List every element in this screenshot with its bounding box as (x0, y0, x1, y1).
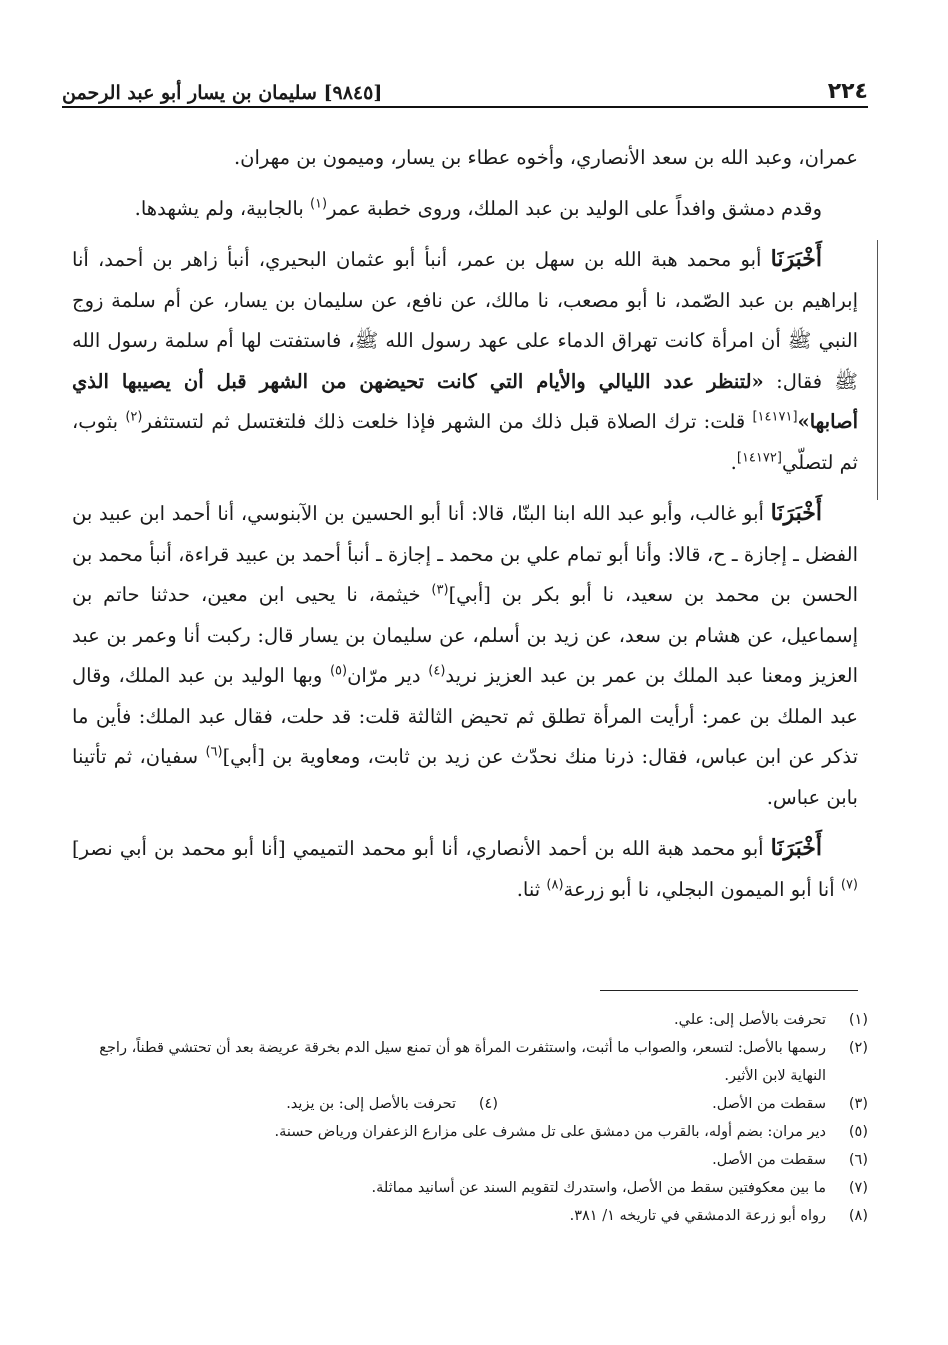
footnote-number: (٨) (848, 1208, 868, 1224)
paragraph-text: أبو محمد هبة الله بن سهل بن عمر، أنبأ أبو عثمان البحيري، أنبأ زاهر بن أحمد، أنا إبراهيم بن عبد الصّمد، نا أبو مصعب، نا مالك، عن نافع، عن سليمان بن يسار، عن أم سلمة زوج النبي ﷺ أن امرأة كانت تهراق الدماء على عهد رسول الله ﷺ، فاستفتت لها أم سلمة رسول الله ﷺ فقال: (72, 248, 858, 393)
footnote-1 (60, 1006, 868, 1034)
paragraph-text: دير مرّان (347, 664, 429, 687)
footnote-ref-1[interactable]: (١) (309, 196, 328, 211)
footnote-5 (60, 1118, 868, 1146)
paragraph-text: وبها الوليد بن عبد الملك، وقال عبد الملك بن عمر: أرأيت المرأة تطلق ثم تحيض الثالثة قلت: قد حلت، فقال عبد الملك: فأين ما تذكر عن ابن عباس، فقال: ذرنا منك نحدّث عن زيد بن ثابت، ومعاوية بن [أبي] (72, 664, 858, 768)
footnote-ref-6[interactable]: (٦) (205, 744, 223, 760)
paragraph-2 (72, 189, 858, 230)
footnotes-section (60, 1006, 868, 1230)
akhbarana-keyword: أَخْبَرَنَا (770, 500, 822, 526)
paragraph-text: أبو غالب، وأبو عبد الله ابنا البنّا، قالا: أنا أبو الحسين بن الآبنوسي، أنا أحمد ابن عبيد بن الفضل ـ إجازة ـ ح، قالا: وأنا أبو تمام علي بن محمد ـ إجازة ـ أنبأ أحمد بن عبيد قراءة، أنبأ محمد بن الحسن بن محمد بن سعيد، نا أبو بكر بن [أبي] (72, 502, 859, 606)
footnote-row-3-4 (60, 1090, 868, 1118)
footnote-2 (60, 1034, 868, 1090)
paragraph-5 (72, 828, 858, 910)
paragraph-text: بثوب، ثم لتصلّي (72, 410, 858, 474)
footnote-number: (٢) (848, 1040, 868, 1056)
paragraph-text: وقدم دمشق وافداً على الوليد بن عبد الملك، وروى خطبة عمر (327, 196, 822, 220)
footnote-ref-4[interactable]: (٤) (428, 663, 446, 679)
footnote-6 (60, 1146, 868, 1174)
footnote-text: ما بين معكوفتين سقط من الأصل، واستدرك لتقويم السند عن أسانيد مماثلة. (371, 1180, 826, 1196)
paragraph-text: سفيان، ثم تأتينا بابن عباس. (72, 745, 858, 809)
paragraph-3 (72, 239, 858, 483)
footnote-number: (٦) (848, 1152, 868, 1168)
footnote-4 (286, 1090, 498, 1118)
margin-line (877, 240, 878, 500)
header-rule (62, 106, 868, 108)
footnote-ref-2[interactable]: (٢) (125, 409, 143, 425)
footnote-text: رواه أبو زرعة الدمشقي في تاريخه ١/ ٣٨١. (569, 1208, 826, 1224)
footnote-number: (٧) (848, 1180, 868, 1196)
footnote-ref-8[interactable]: (٨) (546, 877, 564, 892)
footnote-3 (498, 1090, 868, 1118)
footnote-8 (60, 1202, 868, 1230)
footnote-number: (٣) (848, 1096, 868, 1112)
page-header (62, 68, 868, 104)
footnote-number: (٤) (478, 1096, 498, 1112)
paragraph-text: بالجابية، ولم يشهدها. (134, 196, 310, 220)
footnote-ref-7[interactable]: (٧) (840, 877, 858, 892)
paragraph-text: أبو محمد هبة الله بن أحمد الأنصاري، أنا أبو محمد التميمي [أنا أبو محمد بن أبي نصر] (72, 837, 771, 860)
running-title: [٩٨٤٥] سليمان بن يسار أبو عبد الرحمن (62, 82, 383, 104)
footnote-text: تحرفت بالأصل إلى: علي. (674, 1012, 826, 1028)
paragraph-text: قلت: ترك الصلاة قبل ذلك من الشهر فإذا خلعت ذلك فلتغتسل ثم لتستثفر (142, 410, 753, 433)
akhbarana-keyword: أَخْبَرَنَا (770, 835, 822, 861)
footnote-text: سقطت من الأصل. (712, 1152, 826, 1168)
footnote-text: تحرفت بالأصل إلى: بن يزيد. (286, 1096, 456, 1112)
paragraph-4 (72, 493, 858, 818)
akhbarana-keyword: أَخْبَرَنَا (770, 246, 822, 272)
paragraph-text: خيثمة، نا يحيى ابن معين، حدثنا حاتم بن إسماعيل، عن هشام بن سعد، عن زيد بن أسلم، عن سليمان بن يسار قال: ركبت أنا وعمر بن عبد العزيز ومعنا عبد الملك بن عمر بن عبد العزيز نريد (72, 583, 858, 687)
paragraph-text: أنا أبو الميمون البجلي، نا أبو زرعة (563, 877, 841, 901)
footnote-number: (١) (848, 1012, 868, 1028)
footnote-separator (600, 990, 858, 991)
paragraph-text: . (730, 450, 737, 474)
footnote-text: دير مران: بضم أوله، بالقرب من دمشق على تل مشرف على مزارع الزعفران ورياض حسنة. (274, 1124, 826, 1140)
paragraph-text: ثنا. (516, 877, 547, 901)
footnote-number: (٥) (848, 1124, 868, 1140)
paragraph-text: عمران، وعبد الله بن سعد الأنصاري، وأخوه عطاء بن يسار، وميمون بن مهران. (233, 146, 858, 169)
hadith-number-ref: [١٤١٧٢] (736, 450, 782, 465)
footnote-ref-5[interactable]: (٥) (329, 663, 348, 679)
hadith-number-ref: [١٤١٧١] (752, 409, 798, 425)
paragraph-1 (72, 138, 858, 179)
main-text (72, 138, 858, 910)
footnote-ref-3[interactable]: (٣) (431, 582, 449, 598)
footnote-7 (60, 1174, 868, 1202)
hadith-text: «لتنظر عدد الليالي والأيام التي كانت تحيضهن من الشهر قبل أن يصيبها الذي أصابها» (72, 369, 858, 433)
footnote-text: رسمها بالأصل: لتسعر، والصواب ما أثبت، واستثفرت المرأة هو أن تمنع سيل الدم بخرقة عريضة بعد أن تحتشي قطناً، راجع النهاية لابن الأثير. (99, 1040, 826, 1084)
footnote-text: سقطت من الأصل. (712, 1096, 826, 1112)
page-number: ٢٢٤ (827, 79, 868, 104)
